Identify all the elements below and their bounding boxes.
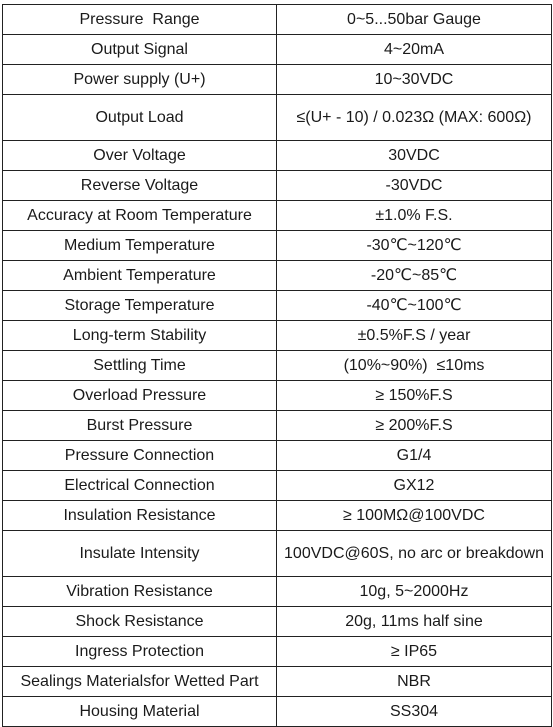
param-cell: Pressure Connection [3,441,277,471]
table-row [3,411,552,441]
param-cell: Power supply (U+) [3,65,277,95]
param-cell: Long-term Stability [3,321,277,351]
param-cell: Insulation Resistance [3,501,277,531]
value-cell: -30VDC [277,171,552,201]
param-cell: Sealings Materialsfor Wetted Part [3,667,277,697]
value-cell: 100VDC@60S, no arc or breakdown [277,531,552,577]
param-cell: Electrical Connection [3,471,277,501]
value-cell: ≤(U+ - 10) / 0.023Ω (MAX: 600Ω) [277,95,552,141]
param-cell: Overload Pressure [3,381,277,411]
param-cell: Burst Pressure [3,411,277,441]
table-row [3,261,552,291]
value-cell: NBR [277,667,552,697]
spec-table [2,4,552,727]
param-cell: Medium Temperature [3,231,277,261]
table-row [3,637,552,667]
table-row [3,667,552,697]
value-cell: G1/4 [277,441,552,471]
value-cell: 30VDC [277,141,552,171]
value-cell: 20g, 11ms half sine [277,607,552,637]
spec-table-body [3,5,552,727]
table-row [3,607,552,637]
table-row [3,95,552,141]
table-row [3,697,552,727]
param-cell: Settling Time [3,351,277,381]
table-row [3,531,552,577]
param-cell: Over Voltage [3,141,277,171]
table-row [3,471,552,501]
table-row [3,291,552,321]
table-row [3,141,552,171]
param-cell: Output Load [3,95,277,141]
value-cell: GX12 [277,471,552,501]
value-cell: ±1.0% F.S. [277,201,552,231]
param-cell: Storage Temperature [3,291,277,321]
param-cell: Reverse Voltage [3,171,277,201]
value-cell: SS304 [277,697,552,727]
table-row [3,65,552,95]
param-cell: Pressure Range [3,5,277,35]
table-row [3,171,552,201]
value-cell: ≥ IP65 [277,637,552,667]
value-cell: 0~5...50bar Gauge [277,5,552,35]
param-cell: Housing Material [3,697,277,727]
table-row [3,577,552,607]
value-cell: ±0.5%F.S / year [277,321,552,351]
value-cell: 10g, 5~2000Hz [277,577,552,607]
table-row [3,381,552,411]
table-row [3,231,552,261]
value-cell: -20℃~85℃ [277,261,552,291]
param-cell: Shock Resistance [3,607,277,637]
value-cell: -40℃~100℃ [277,291,552,321]
value-cell: ≥ 150%F.S [277,381,552,411]
param-cell: Ingress Protection [3,637,277,667]
table-row [3,5,552,35]
value-cell: 10~30VDC [277,65,552,95]
param-cell: Accuracy at Room Temperature [3,201,277,231]
value-cell: (10%~90%) ≤10ms [277,351,552,381]
value-cell: -30℃~120℃ [277,231,552,261]
value-cell: 4~20mA [277,35,552,65]
param-cell: Insulate Intensity [3,531,277,577]
table-row [3,321,552,351]
value-cell: ≥ 100MΩ@100VDC [277,501,552,531]
table-row [3,501,552,531]
table-row [3,201,552,231]
param-cell: Ambient Temperature [3,261,277,291]
param-cell: Output Signal [3,35,277,65]
table-row [3,441,552,471]
value-cell: ≥ 200%F.S [277,411,552,441]
table-row [3,35,552,65]
param-cell: Vibration Resistance [3,577,277,607]
table-row [3,351,552,381]
